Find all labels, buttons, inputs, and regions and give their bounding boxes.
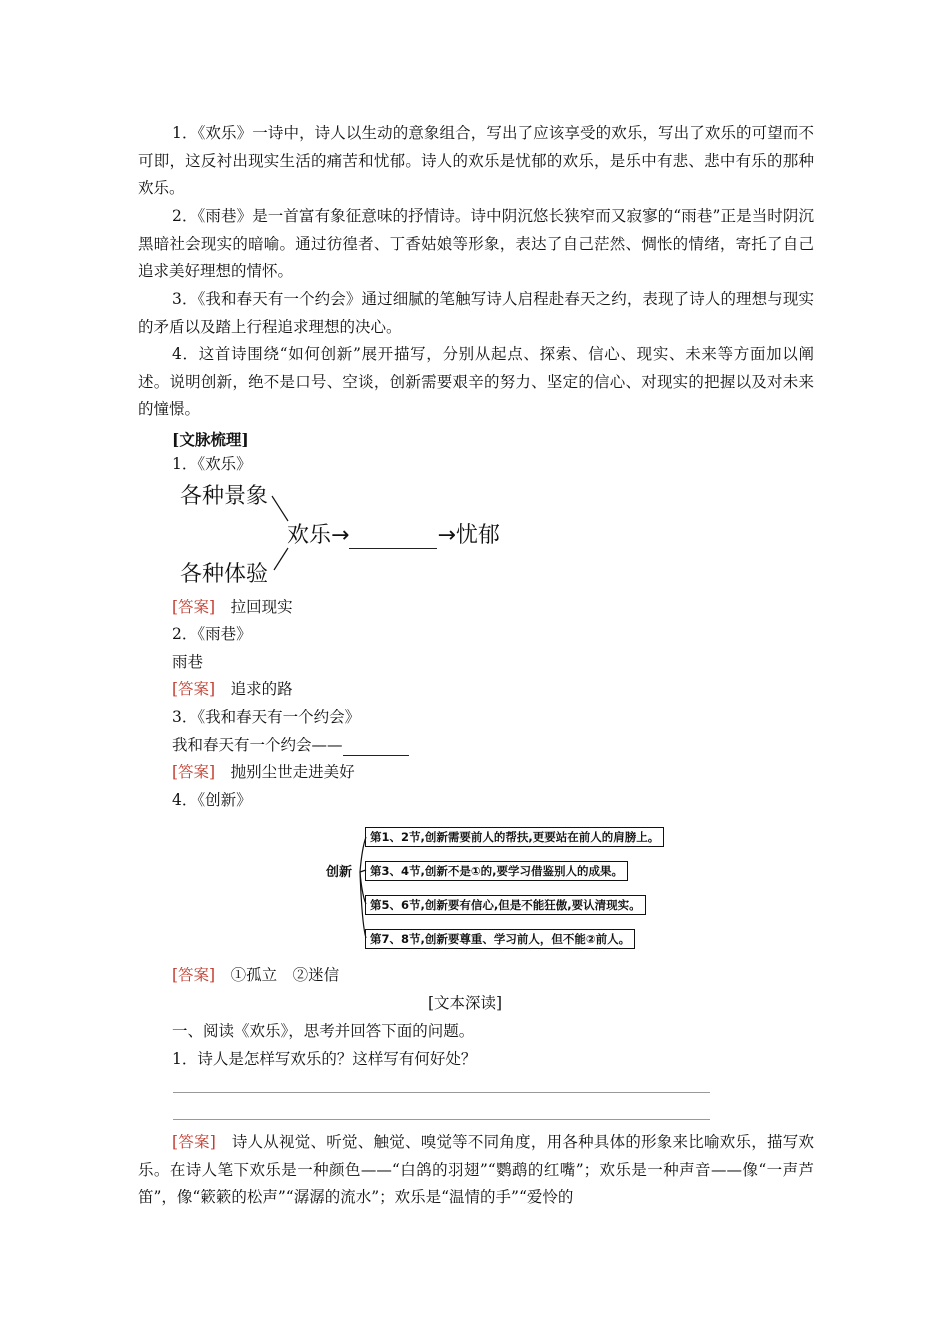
question-intro: 一、阅读《欢乐》，思考并回答下面的问题。 <box>172 1022 475 1040</box>
final-answer-paragraph <box>138 1129 814 1212</box>
answer-text: 追求的路 <box>230 680 293 698</box>
answer-text: 抛别尘世走进美好 <box>230 763 355 781</box>
item-title-huanle: 1．《欢乐》 <box>172 455 252 473</box>
yuehui-line-text: 我和春天有一个约会—— <box>172 736 343 754</box>
item-title-yuehui: 3．《我和春天有一个约会》 <box>172 708 361 726</box>
item-title-chuangxin: 4．《创新》 <box>172 791 252 809</box>
chuangxin-center-label: 创新 <box>326 865 353 880</box>
yuxiang-line: 雨巷 <box>172 653 204 671</box>
chuangxin-box-1: 第1、2节,创新需要前人的帮扶,更要站在前人的肩膀上。 <box>365 827 664 847</box>
chuangxin-box-3: 第5、6节,创新要有信心,但是不能狂傲,要认清现实。 <box>365 895 646 915</box>
answer-text: ①孤立 ②迷信 <box>230 966 340 984</box>
answer-tag: [答案] <box>172 680 216 698</box>
answer-line-2 <box>173 1119 710 1120</box>
question-1: 1．诗人是怎样写欢乐的？这样写有何好处？ <box>172 1050 477 1068</box>
answer-chuangxin <box>172 964 339 986</box>
paragraph-4: 4．这首诗围绕“如何创新”展开描写，分别从起点、探索、信心、现实、未来等方面加以阐述。说明创新，绝不是口号、空谈，创新需要艰辛的努力、坚定的信心、对现实的把握以及对未来的憧憬。 <box>138 345 814 418</box>
huanle-mid-start: 欢乐→ <box>287 523 350 548</box>
paragraph-1: 1．《欢乐》一诗中，诗人以生动的意象组合，写出了应该享受的欢乐，写出了欢乐的可望而不可即，这反衬出现实生活的痛苦和忧郁。诗人的欢乐是忧郁的欢乐，是乐中有悲、悲中有乐的那种欢乐。 <box>138 124 814 197</box>
answer-tag: [答案] <box>172 966 216 984</box>
answer-line-1 <box>173 1092 710 1093</box>
huanle-bottom-label: 各种体验 <box>180 562 269 587</box>
deep-reading-title: [文本深读] <box>428 994 503 1012</box>
huanle-mid-end: →忧郁 <box>437 523 500 548</box>
chuangxin-box-4: 第7、8节,创新要尊重、学习前人，但不能②前人。 <box>365 929 635 949</box>
answer-text: 拉回现实 <box>230 598 293 616</box>
answer-tag: [答案] <box>172 598 216 616</box>
final-answer-text: 诗人从视觉、听觉、触觉、嗅觉等不同角度，用各种具体的形象来比喻欢乐，描写欢乐。在诗人笔下欢乐是一种颜色——“白鸽的羽翅”“鹦鹉的红嘴”；欢乐是一种声音——像“一声芦笛”，像“簌簌的松声”“潺潺的流水”；欢乐是“温情的手”“爱怜的 <box>138 1133 814 1206</box>
answer-tag: [答案] <box>172 763 216 781</box>
answer-tag: [答案] <box>172 1133 216 1151</box>
item-title-yuxiang: 2．《雨巷》 <box>172 625 252 643</box>
paragraph-2: 2．《雨巷》是一首富有象征意味的抒情诗。诗中阴沉悠长狭窄而又寂寥的“雨巷”正是当时阴沉黑暗社会现实的暗喻。通过彷徨者、丁香姑娘等形象，表达了自己茫然、惆怅的情绪，寄托了自己追求美好理想的情怀。 <box>138 207 814 280</box>
section-title-wenmai: [文脉梳理] <box>172 430 249 449</box>
chuangxin-box-2: 第3、4节,创新不是①的,要学习借鉴别人的成果。 <box>365 861 628 881</box>
paragraph-3: 3．《我和春天有一个约会》通过细腻的笔触写诗人启程赴春天之约，表现了诗人的理想与现实的矛盾以及踏上行程追求理想的决心。 <box>138 290 814 336</box>
huanle-top-label: 各种景象 <box>180 484 269 509</box>
